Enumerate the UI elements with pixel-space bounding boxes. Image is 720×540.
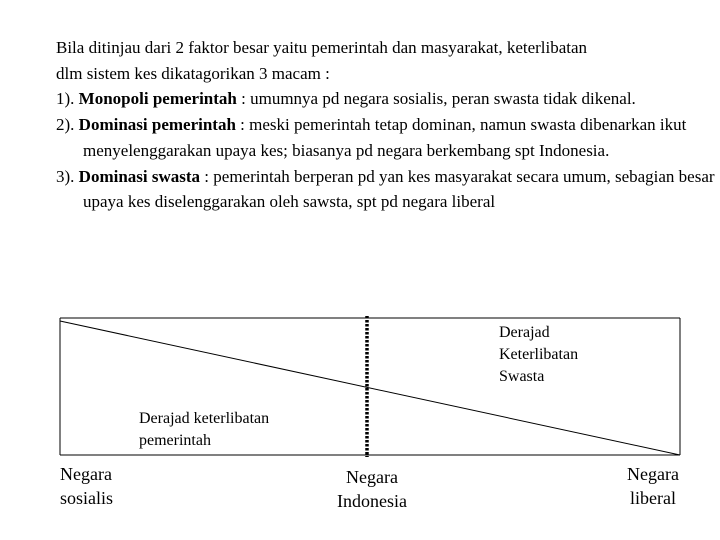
item-term: Dominasi pemerintah [78, 115, 236, 135]
item-desc: : pemerintah berperan pd yan kes masyarakat secara umum, sebagian besar upaya kes diselenggarakan oleh sawsta, spt pd negara liberal [83, 166, 715, 212]
item-term: Monopoli pemerintah [78, 89, 237, 109]
item-desc: : meski pemerintah tetap dominan, namun swasta dibenarkan ikut menyelenggarakan upaya kes; biasanya pd negara berkembang spt Indonesia. [83, 115, 687, 160]
intro-line-1: Bila ditinjau dari 2 faktor besar yaitu pemerintah dan masyarakat, keterlibatan [56, 38, 588, 57]
intro-line-2: dlm sistem kes dikatagorikan 3 macam : [56, 63, 330, 83]
axis-label-negara-indonesia: Negara Indonesia [337, 467, 407, 511]
item-number: 3). [56, 166, 79, 186]
item-number: 1). [56, 89, 79, 109]
item-number: 2). [56, 115, 79, 135]
axis-label-negara-liberal: Negara liberal [627, 464, 679, 508]
item-term: Dominasi swasta [78, 166, 201, 186]
item-desc: : umumnya pd negara sosialis, peran swasta tidak dikenal. [236, 89, 636, 109]
pemerintah-involvement-label: Derajad keterlibatan pemerintah [139, 410, 270, 449]
swasta-involvement-label: Derajad Keterlibatan Swasta [499, 324, 579, 385]
axis-label-negara-sosialis: Negara sosialis [60, 464, 114, 508]
